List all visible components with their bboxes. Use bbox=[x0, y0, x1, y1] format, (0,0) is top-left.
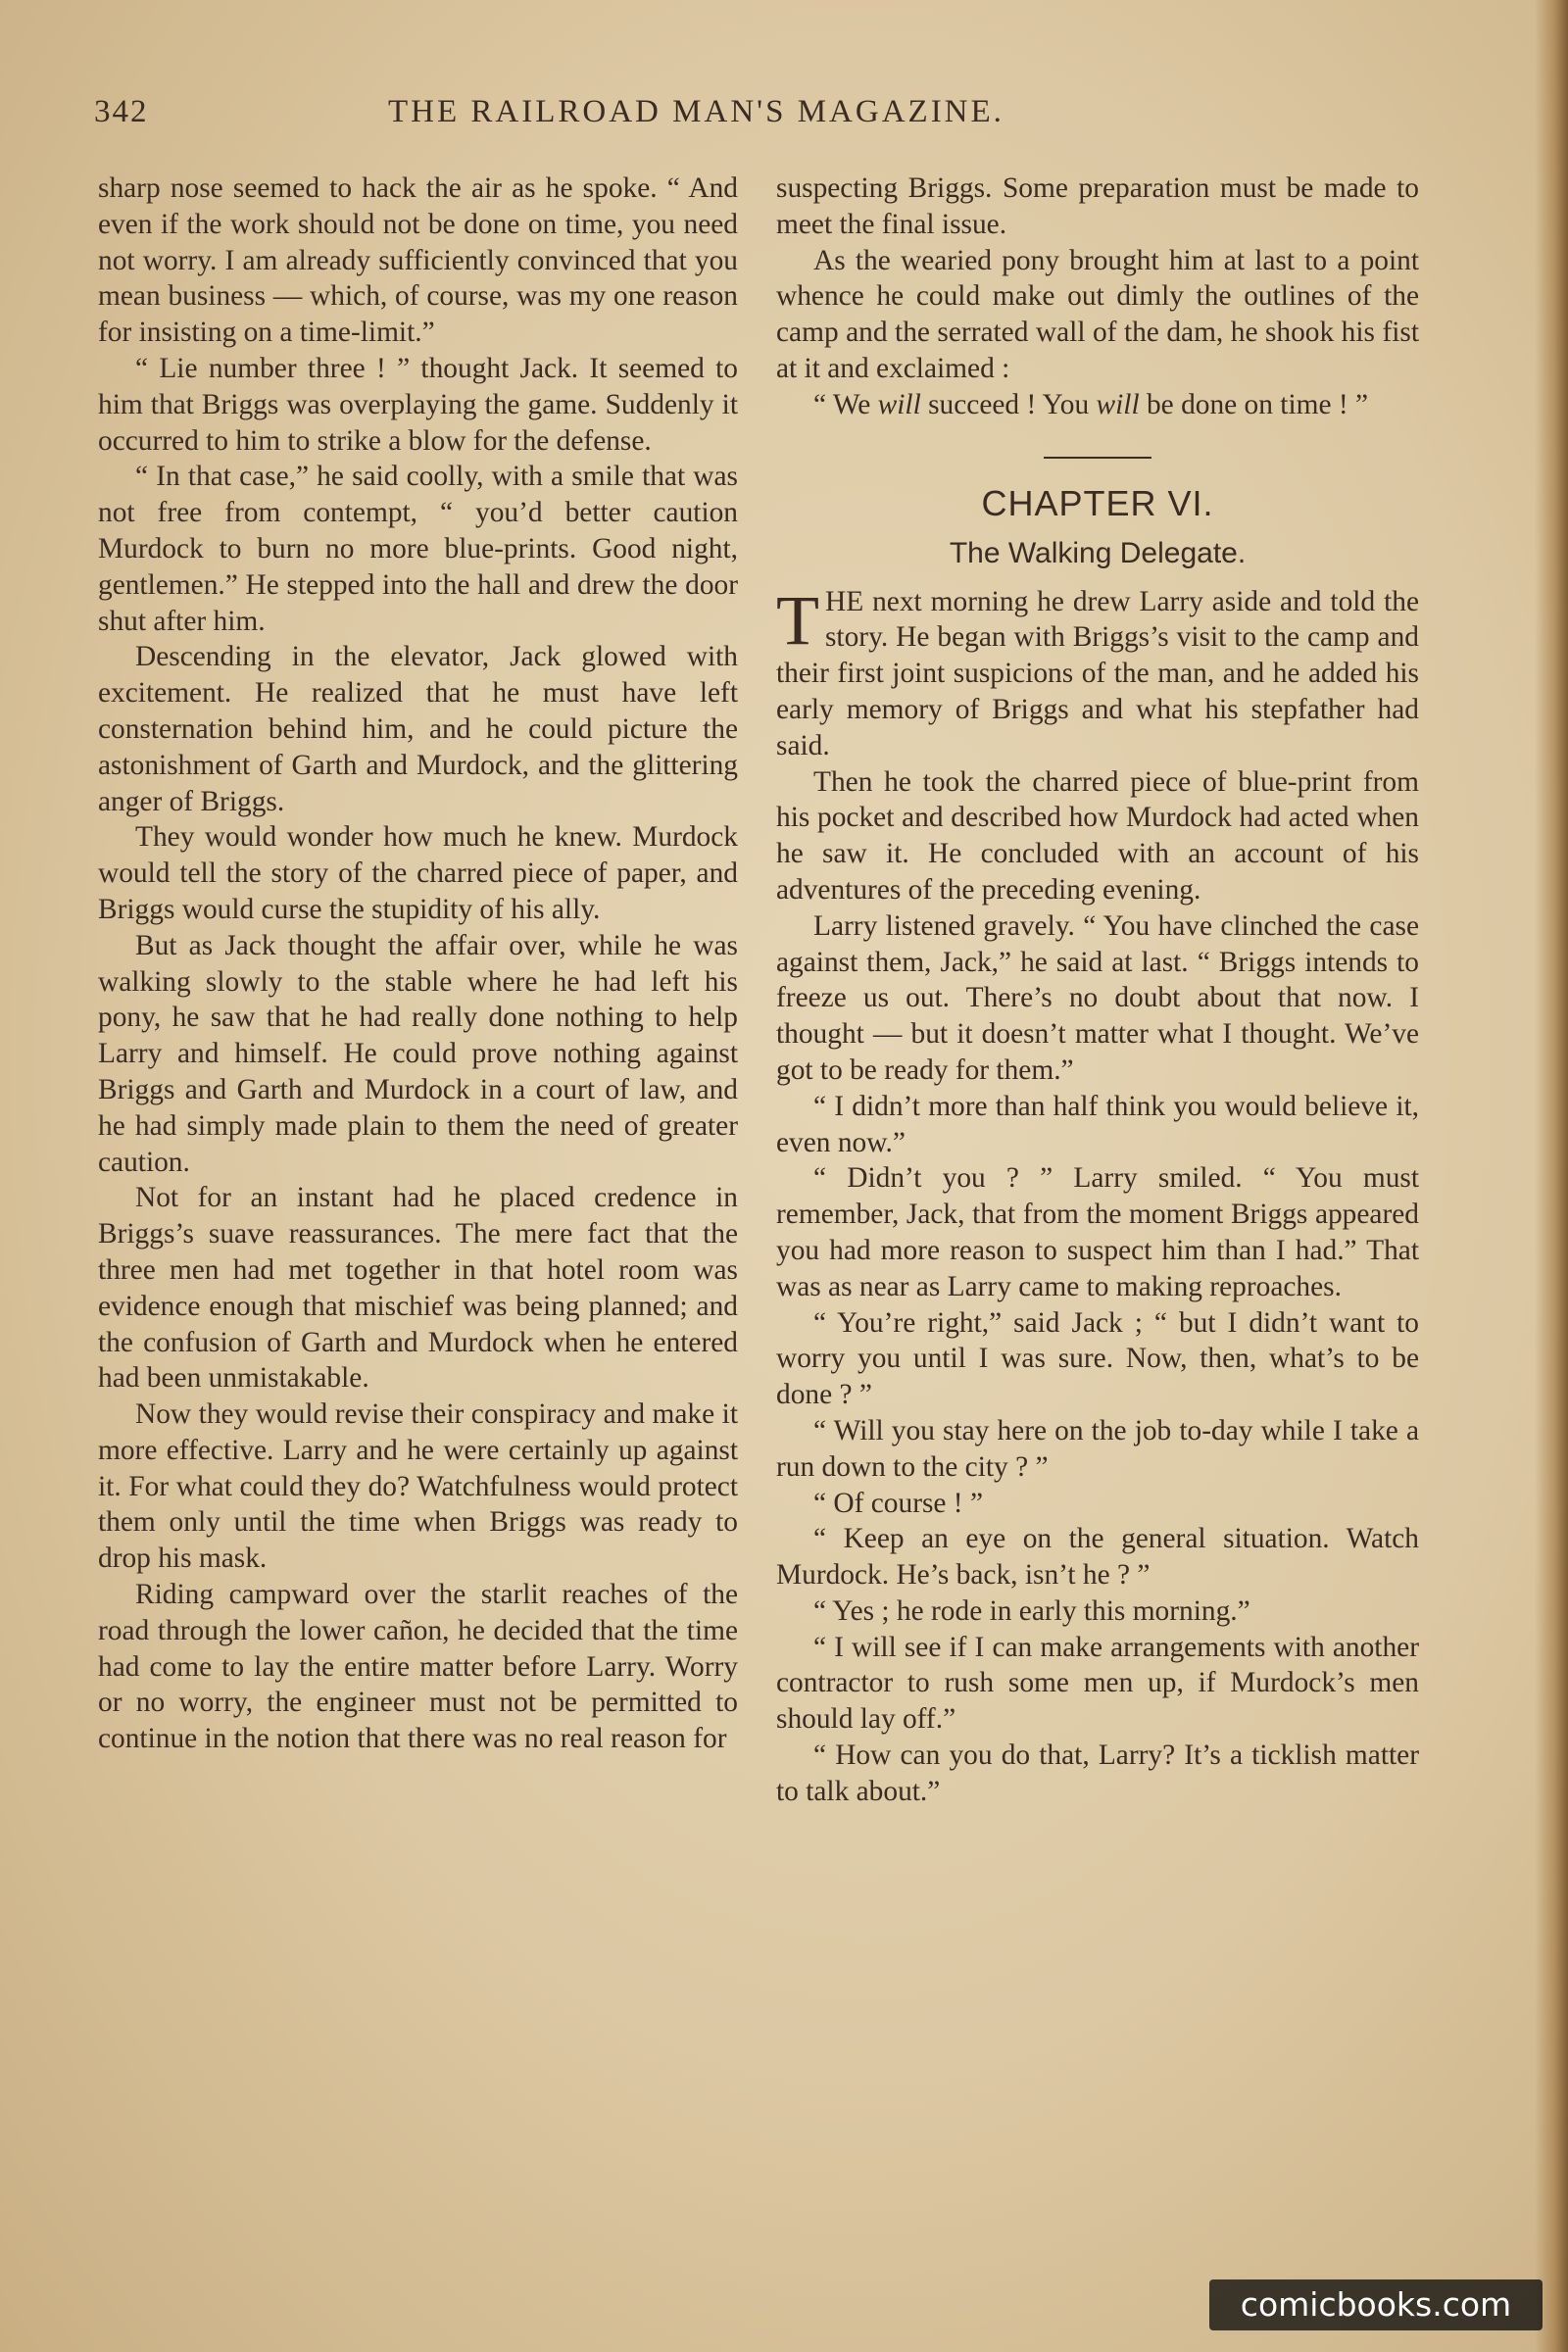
paragraph: sharp nose seemed to hack the air as he spoke. “ And even if the work should not be done on time, you need not worry. I am already sufficiently convinced that you mean business — which, of course, was my one reason for insisting on a time-limit.” bbox=[98, 172, 738, 349]
paragraph: Riding campward over the starlit reaches of the road through the lower cañon, he decided that the time had come to lay the entire matter before Larry. Worry or no worry, the engineer must not be permitted to continue in the notion that there was no real reason for bbox=[98, 1579, 738, 1755]
page-edge-shadow bbox=[1535, 0, 1568, 2352]
paragraph: “ I didn’t more than half think you would believe it, even now.” bbox=[776, 1090, 1419, 1158]
page-header bbox=[94, 94, 1427, 143]
chapter-heading: CHAPTER VI. bbox=[981, 482, 1214, 523]
paragraph: Not for an instant had he placed credence in Briggs’s suave reassurances. The mere fact that the three men had met together in that hotel room was evidence enough that mischief was being planned; and the confusion of Garth and Murdock when he entered had been unmistakable. bbox=[98, 1182, 738, 1395]
paragraph: “ Will you stay here on the job to-day while I take a run down to the city ? ” bbox=[776, 1414, 1419, 1483]
paragraph: suspecting Briggs. Some preparation must be made to meet the final issue. bbox=[776, 172, 1419, 240]
paragraph: “ Didn’t you ? ” Larry smiled. “ You must remember, Jack, that from the moment Briggs appeared you had more reason to suspect him than I had.” That was as near as Larry came to making reproaches. bbox=[776, 1162, 1419, 1302]
paragraph: Larry listened gravely. “ You have clinched the case against them, Jack,” he said at last. “ Briggs intends to freeze us out. There’s no doubt about that now. I thought — but it doesn’t matter what I thought. We’ve got to be ready for them.” bbox=[776, 909, 1419, 1086]
paragraph: “ Keep an eye on the general situation. Watch Murdock. He’s back, isn’t he ? ” bbox=[776, 1523, 1419, 1592]
paragraph: “ Yes ; he rode in early this morning.” bbox=[813, 1594, 1250, 1627]
left-column bbox=[98, 171, 738, 1757]
paragraph: “ How can you do that, Larry? It’s a ticklish matter to talk about.” bbox=[776, 1740, 1419, 1807]
opening-text: HE next morning he drew Larry aside and told the story. He began with Briggs’s visit to the camp and their first joint suspicions of the man, and he added his early memory of Briggs and what his stepfather had said. bbox=[776, 585, 1419, 761]
paragraph: They would wonder how much he knew. Murdock would tell the story of the charred piece of paper, and Briggs would curse the stupidity of his ally. bbox=[98, 821, 738, 925]
paragraph: But as Jack thought the affair over, while he was walking slowly to the stable where he had left his pony, he saw that he had really done nothing to help Larry and himself. He could prove nothing against Briggs and Garth and Murdock in a court of law, and he had simply made plain to them the need of greater caution. bbox=[98, 929, 738, 1178]
paragraph: “ You’re right,” said Jack ; “ but I didn’t want to worry you until I was sure. Now, then, what’s to be done ? ” bbox=[776, 1306, 1419, 1411]
page-number: 342 bbox=[94, 94, 149, 129]
emphasis-will: will bbox=[877, 388, 921, 420]
chapter-opening-paragraph bbox=[776, 580, 1419, 764]
drop-cap: T bbox=[776, 580, 819, 660]
emphasis-will: will bbox=[1096, 388, 1140, 420]
paragraph: Now they would revise their conspiracy and make it more effective. Larry and he were certainly up against it. For what could they do? Watchfulness would protect them only until the time when Briggs was ready to drop his mask. bbox=[98, 1398, 738, 1575]
exclamation-part: succeed ! You bbox=[920, 388, 1097, 420]
chapter-title: The Walking Delegate. bbox=[949, 536, 1247, 569]
paragraph: As the wearied pony brought him at last to a point whence he could make out dimly the outlines of the camp and the serrated wall of the dam, he shook his fist at it and exclaimed : bbox=[776, 244, 1419, 384]
paragraph: Then he took the charred piece of blue-print from his pocket and described how Murdock had acted when he saw it. He concluded with an account of his adventures of the preceding evening. bbox=[776, 765, 1419, 906]
paragraph: “ I will see if I can make arrangements with another contractor to rush some men up, if Murdock’s men should lay off.” bbox=[776, 1631, 1419, 1736]
paragraph: Descending in the elevator, Jack glowed with excitement. He realized that he must have left consternation behind him, and he could picture the astonishment of Garth and Murdock, and the glittering anger of Briggs. bbox=[98, 641, 738, 817]
running-title: THE RAILROAD MAN'S MAGAZINE. bbox=[388, 94, 1004, 129]
right-column bbox=[776, 171, 1419, 1810]
paragraph: “ In that case,” he said coolly, with a smile that was not free from contempt, “ you’d better caution Murdock to burn no more blue-prints. Good night, gentlemen.” He stepped into the hall and drew the door shut after him. bbox=[98, 461, 738, 637]
paragraph: “ Of course ! ” bbox=[813, 1487, 983, 1519]
exclamation-part: be done on time ! ” bbox=[1139, 388, 1369, 420]
exclamation-paragraph bbox=[776, 387, 1419, 423]
exclamation-part: “ We bbox=[813, 388, 878, 420]
paragraph: “ Lie number three ! ” thought Jack. It seemed to him that Briggs was overplaying the game. Suddenly it occurred to him to strike a blow for the defense. bbox=[98, 352, 738, 457]
watermark-badge: comicbooks.com bbox=[1209, 2279, 1543, 2330]
chapter-divider bbox=[1044, 457, 1152, 459]
